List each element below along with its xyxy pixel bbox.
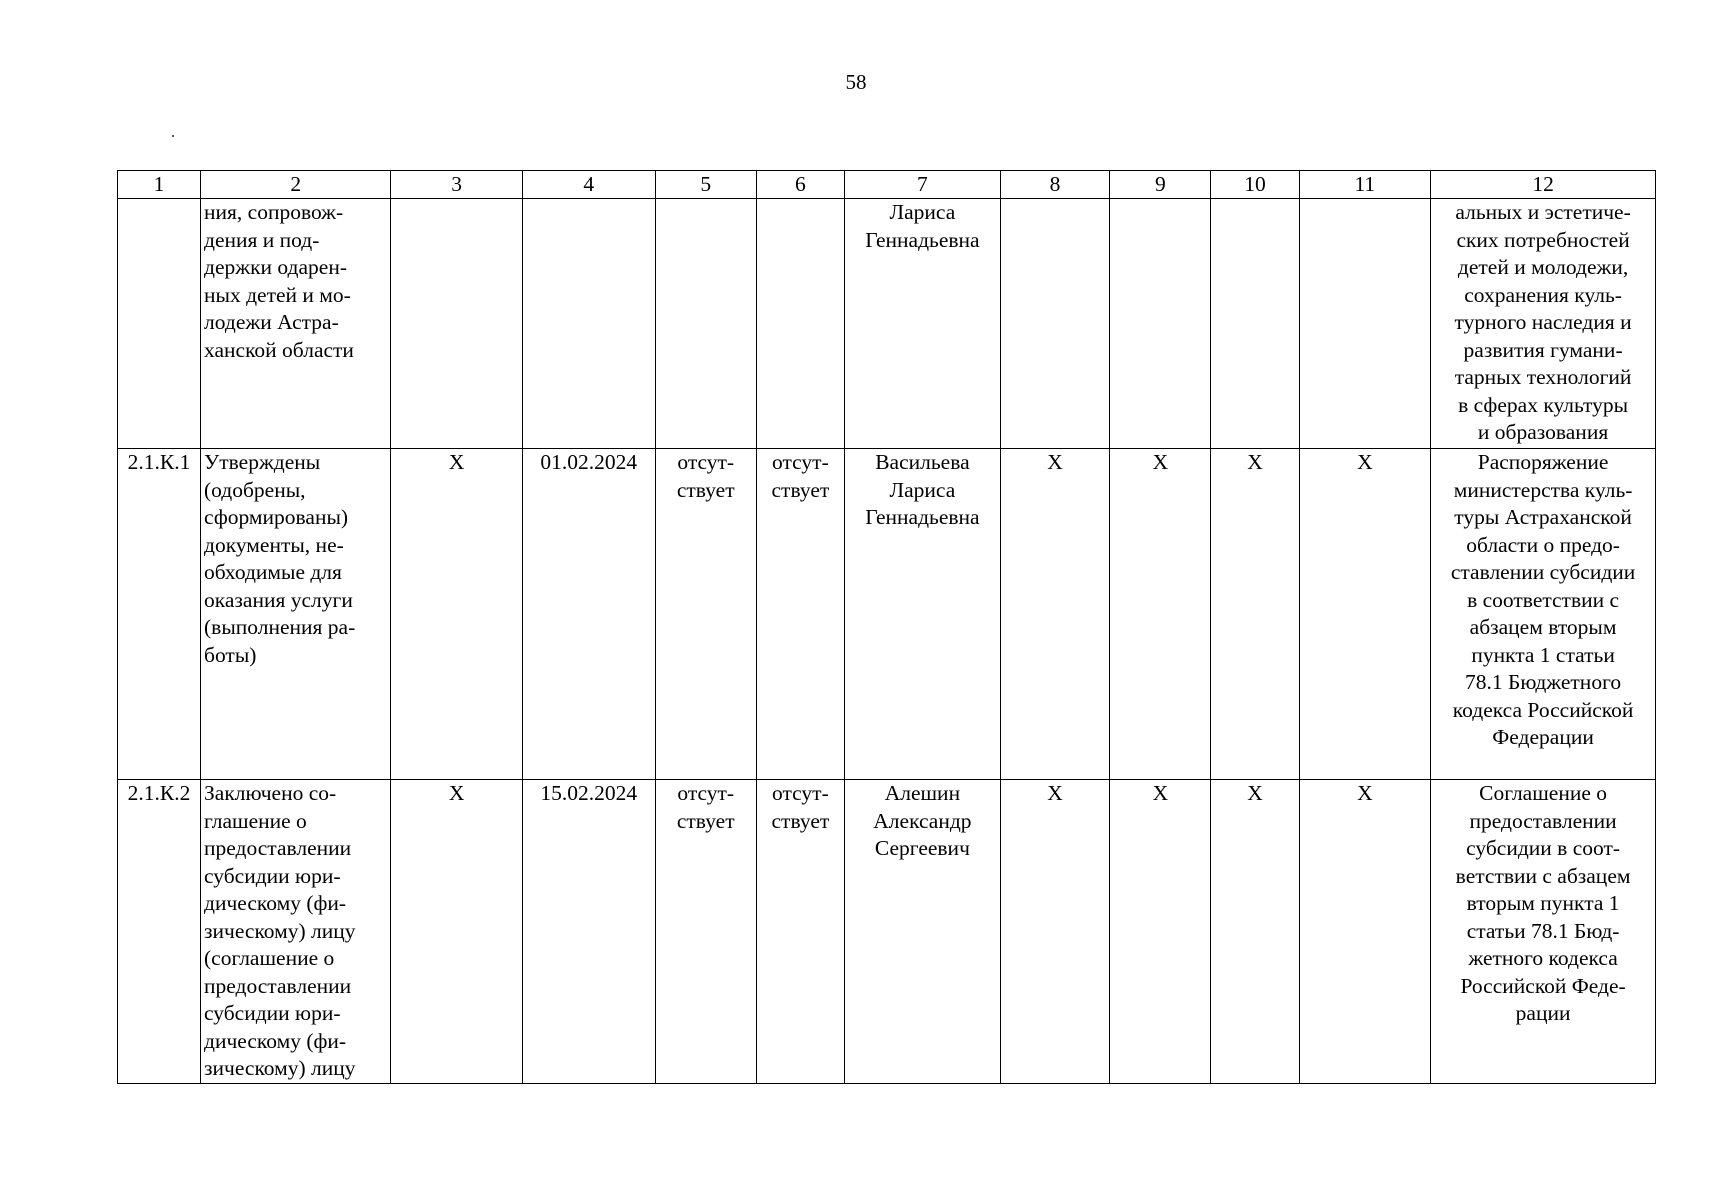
cell-col5: отсут- ствует	[655, 449, 756, 780]
cell-col9: X	[1110, 780, 1211, 1084]
cell-event: Утверждены (одобрены, сформированы) документы, не- обходимые для оказания услуги (выполнения ра- боты)	[201, 449, 391, 780]
header-cell: 9	[1110, 171, 1211, 199]
cell-col3	[391, 199, 523, 449]
cell-col6	[756, 199, 844, 449]
header-cell: 4	[522, 171, 655, 199]
cell-col11	[1299, 199, 1431, 449]
scan-speck	[172, 135, 174, 137]
cell-date: 15.02.2024	[522, 780, 655, 1084]
cell-col8: X	[1000, 449, 1109, 780]
cell-col10	[1211, 199, 1299, 449]
cell-col11: X	[1299, 449, 1431, 780]
header-cell: 2	[201, 171, 391, 199]
header-cell: 8	[1000, 171, 1109, 199]
cell-responsible: Алешин Александр Сергеевич	[844, 780, 1000, 1084]
cell-col9: X	[1110, 449, 1211, 780]
cell-responsible: Лариса Геннадьевна	[844, 199, 1000, 449]
cell-date	[522, 199, 655, 449]
plan-table	[117, 170, 1656, 1084]
header-cell: 3	[391, 171, 523, 199]
cell-col3: X	[391, 449, 523, 780]
page-number: 58	[845, 70, 867, 94]
cell-event: ния, сопровож- дения и под- держки одарен- ных детей и мо- лодежи Астра- ханской области	[201, 199, 391, 449]
header-cell: 1	[118, 171, 201, 199]
cell-number: 2.1.К.2	[118, 780, 201, 1084]
table-row	[118, 780, 1656, 1084]
cell-number: 2.1.К.1	[118, 449, 201, 780]
header-cell: 6	[756, 171, 844, 199]
cell-document: Распоряжение министерства куль- туры Астраханской области о предо- ставлении субсидии в соответствии с абзацем вторым пункта 1 статьи 78.1 Бюджетного кодекса Российской Федерации	[1431, 449, 1656, 780]
cell-col10: X	[1211, 449, 1299, 780]
cell-number	[118, 199, 201, 449]
cell-col10: X	[1211, 780, 1299, 1084]
cell-col6: отсут- ствует	[756, 780, 844, 1084]
cell-event: Заключено со- глашение о предоставлении субсидии юри- дическому (фи- зическому) лицу (соглашение о предоставлении субсидии юри- дическому (фи- зическому) лицу	[201, 780, 391, 1084]
cell-col6: отсут- ствует	[756, 449, 844, 780]
cell-col5	[655, 199, 756, 449]
cell-col3: X	[391, 780, 523, 1084]
cell-document: альных и эстетиче- ских потребностей детей и молодежи, сохранения куль- турного наследия и развития гумани- тарных технологий в сферах культуры и образования	[1431, 199, 1656, 449]
header-cell: 5	[655, 171, 756, 199]
cell-document: Соглашение о предоставлении субсидии в соот- ветствии с абзацем вторым пункта 1 статьи 78.1 Бюд- жетного кодекса Российской Феде- рации	[1431, 780, 1656, 1084]
cell-col9	[1110, 199, 1211, 449]
cell-col8	[1000, 199, 1109, 449]
header-cell: 7	[844, 171, 1000, 199]
header-cell: 12	[1431, 171, 1656, 199]
table-row	[118, 449, 1656, 780]
cell-col5: отсут- ствует	[655, 780, 756, 1084]
cell-date: 01.02.2024	[522, 449, 655, 780]
header-cell: 10	[1211, 171, 1299, 199]
cell-responsible: Васильева Лариса Геннадьевна	[844, 449, 1000, 780]
table-header-row	[118, 171, 1656, 199]
cell-col8: X	[1000, 780, 1109, 1084]
table-row	[118, 199, 1656, 449]
header-cell: 11	[1299, 171, 1431, 199]
cell-col11: X	[1299, 780, 1431, 1084]
